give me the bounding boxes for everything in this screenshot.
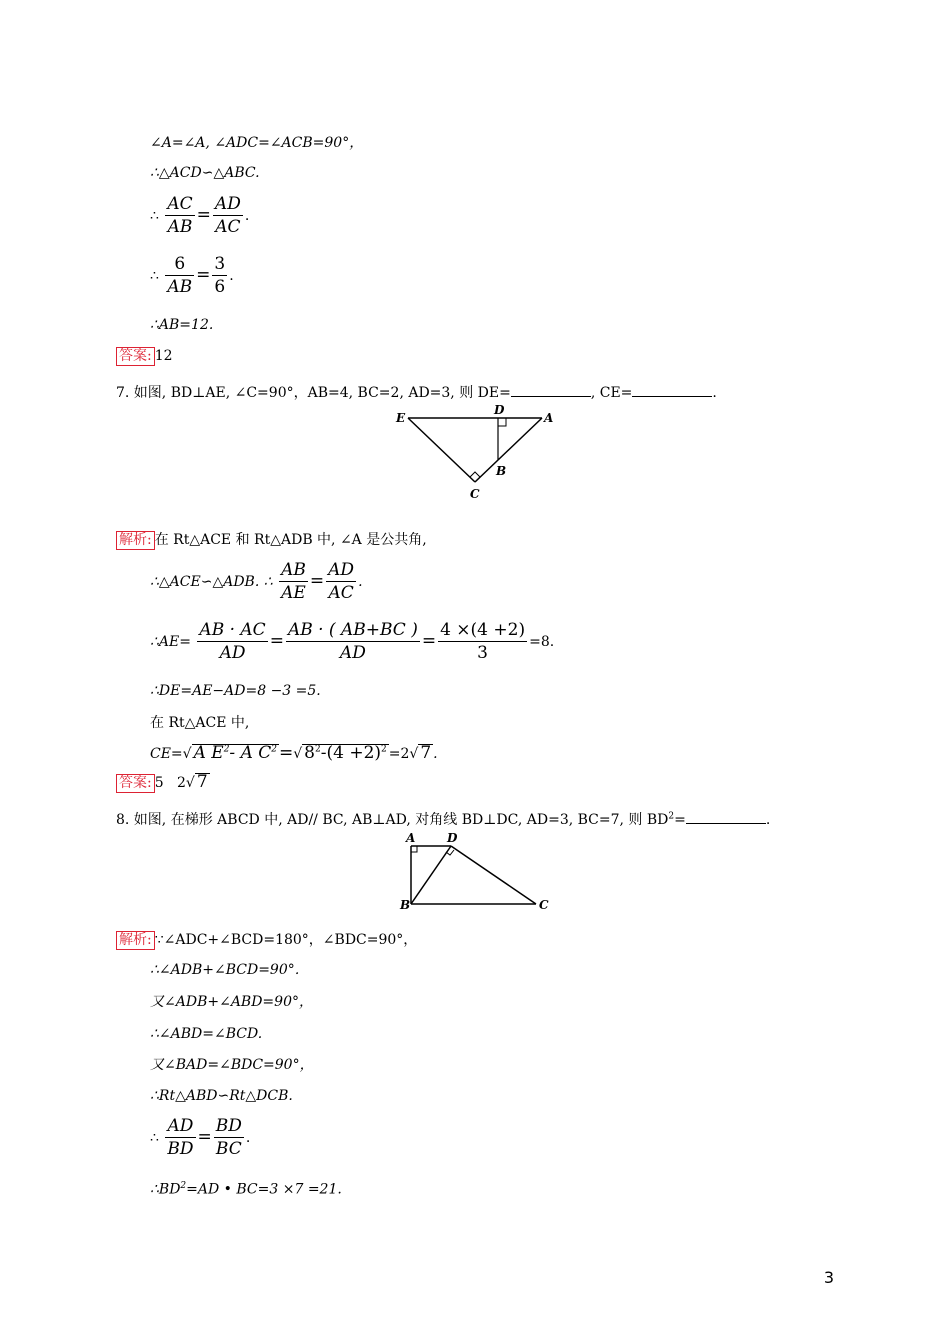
p8-solution-5: 又∠BAD=∠BDC=90°， bbox=[150, 1057, 314, 1073]
p7-answer: 答案: 5 2√ 7 bbox=[116, 773, 210, 793]
p8-solution-1: 解析: ∵∠ADC+∠BCD=180°，∠BDC=90°， bbox=[116, 931, 417, 950]
label-E: E bbox=[396, 411, 406, 425]
p6-value-line: ∴ $\frac{6}{AB}$ = $\frac{3}{6}$ . bbox=[150, 254, 234, 297]
p8-solution-6: ∴Rt△ABD∽Rt△DCB. bbox=[150, 1088, 293, 1104]
fraction: $\frac{AD}{BD}$ bbox=[167, 1116, 194, 1159]
p7-rt-line: 在 Rt△ACE 中, bbox=[150, 715, 250, 731]
fraction: $\frac{AD}{AC}$ bbox=[328, 560, 355, 603]
fraction: $\frac{AB}{AE}$ bbox=[281, 560, 306, 603]
p8-question: 8. 如图, 在梯形 ABCD 中, AD// BC, AB⊥AD, 对角线 BD⊥DC, AD=3, BC=7, 则 $BD^2=$ . bbox=[116, 811, 771, 828]
p7-ce-line: CE=√ A $E^2-$ A $C^2$ =√ $8^2-(4 +2)^2 =2√$ 7 . bbox=[150, 743, 438, 763]
label-B: B bbox=[400, 898, 411, 912]
p6-line-5: ∴AB=12. bbox=[150, 317, 214, 333]
solution-tag: 解析: bbox=[116, 931, 155, 950]
fraction: $\frac{AC}{AB}$ bbox=[167, 194, 193, 237]
p7-ae-line: ∴AE= $\frac{AB \cdot AC}{AD}$ = $\frac{AB \cdot ( AB+BC )}{AD}$ = $\frac{4 \times(4 +2)}{3}$ =8. bbox=[150, 620, 555, 663]
fraction: $\frac{AB \cdot ( AB+BC )}{AD}$ bbox=[287, 620, 418, 663]
answer-blank bbox=[686, 811, 766, 824]
answer-blank bbox=[511, 384, 591, 397]
label-A: A bbox=[544, 411, 554, 425]
fraction: $\frac{3}{6}$ bbox=[214, 254, 226, 297]
p7-ratio-line: ∴△ACE∽△ADB. ∴ $\frac{AB}{AE}$ = $\frac{AD}{AC}$ . bbox=[150, 560, 363, 603]
p8-final-line: $\therefore BD^2=AD$ • BC=3 ×7 =21. bbox=[150, 1181, 342, 1198]
p6-line-1: ∠A=∠A, ∠ADC=∠ACB=90°， bbox=[150, 135, 364, 151]
p8-trapezoid-figure bbox=[398, 830, 558, 914]
fraction: $\frac{AB \cdot AC}{AD}$ bbox=[199, 620, 266, 663]
label-D: D bbox=[494, 403, 505, 417]
fraction: $\frac{AD}{AC}$ bbox=[214, 194, 241, 237]
answer-tag: 答案: bbox=[116, 347, 155, 366]
fraction: $\frac{4 \times(4 +2)}{3}$ bbox=[440, 620, 526, 663]
fraction: $\frac{BD}{BC}$ bbox=[215, 1116, 242, 1159]
p6-ratio-line: ∴ $\frac{AC}{AB}$ = $\frac{AD}{AC}$ . bbox=[150, 194, 250, 237]
answer-blank bbox=[632, 384, 712, 397]
label-B: B bbox=[496, 464, 507, 478]
p6-line-2: ∴△ACD∽△ABC. bbox=[150, 165, 260, 181]
page-number: 3 bbox=[823, 1268, 834, 1287]
therefore-symbol: ∴ bbox=[150, 208, 159, 224]
p8-ratio-line: ∴ $\frac{AD}{BD}$ = $\frac{BD}{BC}$ . bbox=[150, 1116, 251, 1159]
label-D: D bbox=[447, 831, 458, 845]
p7-question: 7. 如图, BD⊥AE, ∠C=90°，AB=4, BC=2, AD=3, 则 DE= , CE= . bbox=[116, 385, 717, 401]
radical: 7 bbox=[420, 743, 432, 763]
radical: A $E^2-$ A $C^2$ bbox=[193, 743, 277, 763]
label-A: A bbox=[406, 831, 416, 845]
p7-de-line: ∴DE=AE−AD=8 −3 =5. bbox=[150, 683, 321, 699]
p7-solution-1: 解析: 在 Rt△ACE 和 Rt△ADB 中, ∠A 是公共角, bbox=[116, 531, 427, 550]
p8-solution-2: ∴∠ADB+∠BCD=90°． bbox=[150, 962, 309, 978]
label-C: C bbox=[470, 487, 480, 501]
label-C: C bbox=[539, 898, 549, 912]
p7-triangle-figure bbox=[390, 400, 560, 505]
radical: $8^2-(4 +2)^2$ bbox=[304, 743, 387, 763]
p8-solution-4: ∴∠ABD=∠BCD. bbox=[150, 1026, 263, 1042]
answer-tag: 答案: bbox=[116, 774, 155, 793]
solution-tag: 解析: bbox=[116, 531, 155, 550]
p8-solution-3: 又∠ADB+∠ABD=90°， bbox=[150, 994, 313, 1010]
fraction: $\frac{6}{AB}$ bbox=[167, 254, 193, 297]
p6-answer: 答案: 12 bbox=[116, 347, 173, 366]
